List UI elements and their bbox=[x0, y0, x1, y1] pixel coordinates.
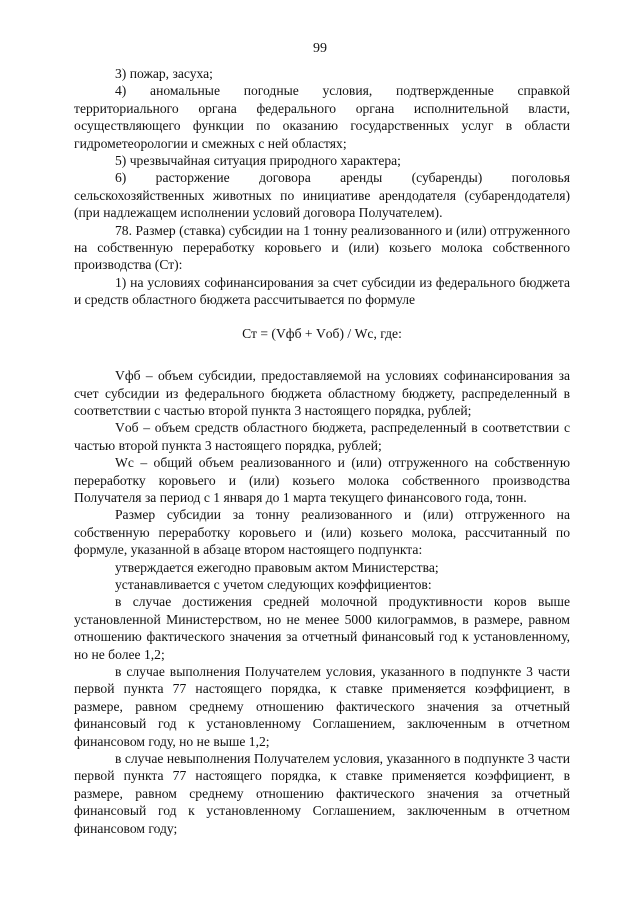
paragraph: 78. Размер (ставка) субсидии на 1 тонну реализованного и (или) отгруженного на собственную переработку коровьего и (или) козьего молока собственного производства (Ст): bbox=[74, 222, 570, 273]
paragraph: 6) расторжение договора аренды (субаренды) поголовья сельскохозяйственных животных по инициативе арендодателя (субарендодателя) (при надлежащем исполнении условий договора Получателем). bbox=[74, 170, 570, 221]
paragraph: в случае достижения средней молочной продуктивности коров выше установленной Министерством, но не менее 5000 килограммов, в размере, равном отношению фактического значения за отчетный финансовый год к установленному, но не более 1,2; bbox=[74, 594, 570, 662]
paragraph: в случае невыполнения Получателем условия, указанного в подпункте 3 части первой пункта 77 настоящего порядка, к ставке применяется коэффициент, в размере, равном среднему отношению фактического значения за отчетный финансовый год к установленному Соглашением, заключенным в отчетном финансовом году; bbox=[74, 751, 570, 836]
paragraph: устанавливается с учетом следующих коэффициентов: bbox=[115, 576, 432, 592]
page-number: 99 bbox=[313, 41, 327, 56]
paragraph: 3) пожар, засуха; bbox=[115, 66, 213, 81]
document-body bbox=[74, 65, 570, 837]
paragraph: Размер субсидии за тонну реализованного и (или) отгруженного на собственную переработку коровьего и (или) козьего молока, рассчитанный по формуле, указанной в абзаце втором настоящего подпункта: bbox=[74, 507, 570, 558]
paragraph: Vфб – объем субсидии, предоставляемой на условиях софинансирования за счет субсидии из федерального бюджета областному бюджету, распределенный в соответствии с частью второй пункта 3 настоящего порядка, рублей; bbox=[74, 368, 570, 418]
paragraph: 4) аномальные погодные условия, подтвержденные справкой территориального органа федерального органа исполнительной власти, осуществляющего функции по оказанию государственных услуг в области гидрометеорологии и смежных с ней областях; bbox=[74, 83, 570, 151]
formula: Ст = (Vфб + Vоб) / Wс, где: bbox=[242, 325, 402, 341]
paragraph: 1) на условиях софинансирования за счет субсидии из федерального бюджета и средств областного бюджета рассчитывается по формуле bbox=[74, 274, 570, 308]
paragraph: 5) чрезвычайная ситуация природного характера; bbox=[115, 153, 401, 169]
paragraph: в случае выполнения Получателем условия, указанного в подпункте 3 части первой пункта 77 настоящего порядка, к ставке применяется коэффициент, в размере, равном среднему отношению фактического значения за отчетный финансовый год к установленному Соглашением, заключенным в отчетном финансовом году, но не выше 1,2; bbox=[74, 664, 570, 749]
paragraph: утверждается ежегодно правовым актом Министерства; bbox=[115, 559, 439, 575]
paragraph: Wс – общий объем реализованного и (или) отгруженного на собственную переработку коровьего и (или) козьего молока собственного производства Получателя за период с 1 января до 1 марта текущего финансового года, тонн. bbox=[74, 455, 570, 505]
paragraph: Vоб – объем средств областного бюджета, распределенный в соответствии с частью второй пункта 3 настоящего порядка, рублей; bbox=[74, 420, 570, 453]
